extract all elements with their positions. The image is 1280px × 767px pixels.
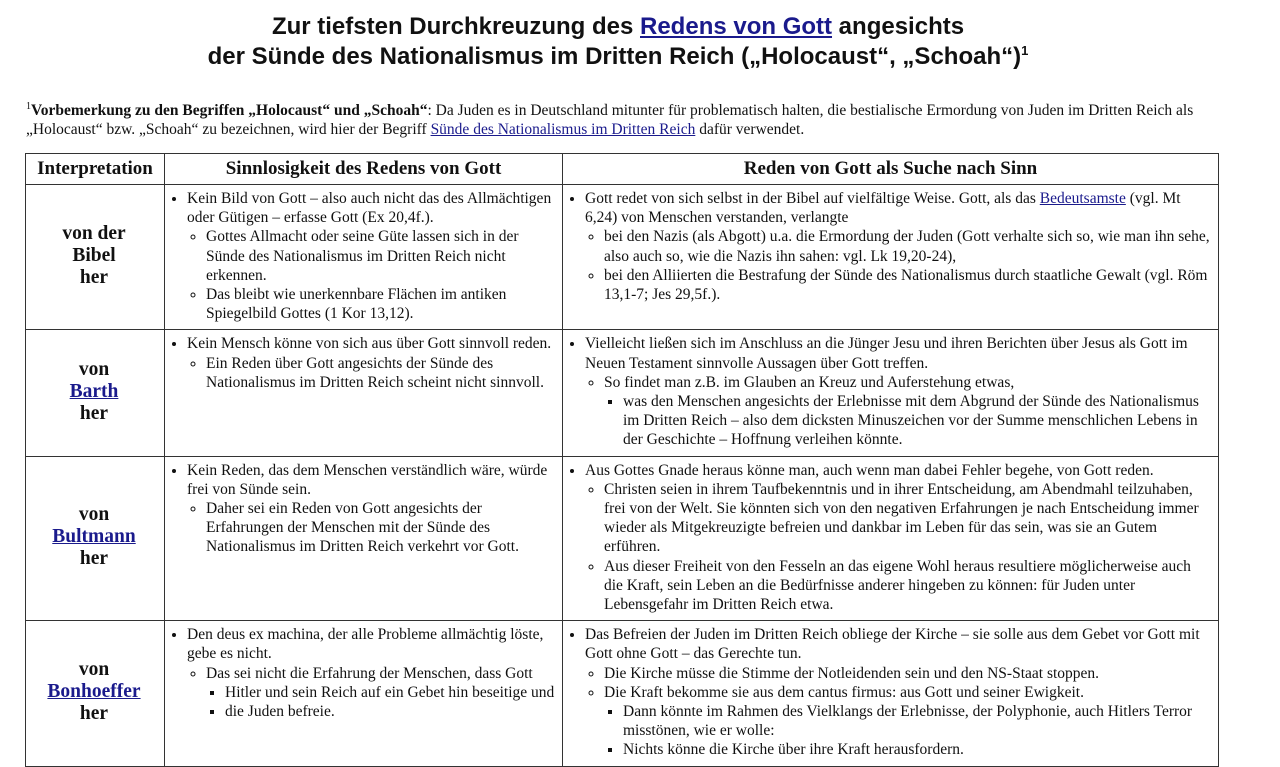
footnote <box>26 97 1216 139</box>
title-line2: der Sünde des Nationalismus im Dritten Reich („Holocaust“, „Schoah“) <box>207 43 1022 70</box>
header-interpretation: Interpretation <box>26 154 165 185</box>
list-item <box>604 373 1212 450</box>
interpretation-cell-barth <box>26 330 165 456</box>
title-line1-pre: Zur tiefsten Durchkreuzung des <box>271 13 640 40</box>
reden-als-suche-cell <box>563 456 1219 621</box>
list-item <box>585 461 1212 615</box>
interpretation-cell-bultmann <box>26 456 165 621</box>
page-title <box>0 12 1236 72</box>
title-line1-post: angesichts <box>832 13 965 40</box>
list-item: ◦ Daher sei ein Reden von Gott angesichts der Erfahrungen der Menschen mit der Sünde des Nationalismus im Dritten Reich verkehrt vor Gott. <box>206 499 556 557</box>
list-item <box>585 625 1212 759</box>
table-row <box>26 456 1219 621</box>
interp-pre: von <box>78 359 110 381</box>
table-header-row <box>26 154 1219 185</box>
list-item <box>585 334 1212 449</box>
interpretation-cell-bibel <box>26 185 165 330</box>
header-sinnlosigkeit: Sinnlosigkeit des Redens von Gott <box>165 154 563 185</box>
list-item-text: Gott redet von sich selbst in der Bibel auf vielfältige Weise. Gott, als das <box>585 190 1040 207</box>
list-item: ◦ Gottes Allmacht oder seine Güte lassen sich in der Sünde des Nationalismus im Dritten Reich nicht erkennen. <box>206 227 556 285</box>
list-item <box>187 189 556 323</box>
footnote-heading: Vorbemerkung zu den Begriffen „Holocaust“ und „Schoah“ <box>31 102 428 120</box>
footnote-link[interactable]: Sünde des Nationalismus im Dritten Reich <box>430 121 696 139</box>
list-item: ◦ bei den Alliierten die Bestrafung der Sünde des Nationalismus durch staatliche Gewalt (vgl. Röm 13,1-7; Jes 29,5f.). <box>604 266 1212 304</box>
list-item <box>604 683 1212 760</box>
list-item-text: (vgl. Mt 6,24) von Menschen verstanden, verlangte <box>585 190 1181 227</box>
list-item <box>187 625 556 721</box>
list-item: ◦ Ein Reden über Gott angesichts der Sünde des Nationalismus im Dritten Reich scheint nicht sinnvoll. <box>206 354 556 392</box>
list-item: ◦ Aus dieser Freiheit von den Fesseln an das eigene Wohl heraus resultiere möglicherweise auch die Kraft, sein Leben an die Bedürfnisse anderer hingeben zu können: für Juden unter Lebensgefahr im Dritten Reich etwa. <box>604 557 1212 615</box>
list-item: ▪ Dann könnte im Rahmen des Vielklangs der Erlebnisse, der Polyphonie, auch Hitlers Terror misstönen, wie er wolle: <box>623 702 1212 740</box>
list-item <box>585 189 1212 304</box>
footnote-mark: 1 <box>26 101 31 112</box>
list-item: ▪ Nichts könne die Kirche über ihre Kraft herausfordern. <box>623 740 1212 759</box>
list-item-text: Kein Reden, das dem Menschen verständlich wäre, würde frei von Sünde sein. <box>187 461 548 498</box>
list-item-text: Vielleicht ließen sich im Anschluss an die Jünger Jesu und ihren Berichten über Jesus als Gott im Neuen Testament sinnvolle Aussagen über Gott treffen. <box>585 335 1188 372</box>
list-item <box>206 664 556 722</box>
interp-post: her <box>79 703 109 725</box>
list-item-text: Das Befreien der Juden im Dritten Reich obliege der Kirche – sie solle aus dem Gebet vor Gott mit Gott ohne Gott – das Gerechte tun. <box>585 626 1200 663</box>
link-bonhoeffer[interactable]: Bonhoeffer <box>47 681 141 703</box>
reden-als-suche-cell <box>563 621 1219 766</box>
reden-als-suche-cell <box>563 185 1219 330</box>
list-item: ◦ bei den Nazis (als Abgott) u.a. die Ermordung der Juden (Gott verhalte sich so, wie man ihn sehe, also auch so, wie die Nazis ihn sahen: vgl. Lk 19,20-24), <box>604 227 1212 265</box>
link-bultmann[interactable]: Bultmann <box>52 526 136 548</box>
link-barth[interactable]: Barth <box>69 381 119 403</box>
list-item-text: Den deus ex machina, der alle Probleme allmächtig löste, gebe es nicht. <box>187 626 544 663</box>
sinnlosigkeit-cell <box>165 185 563 330</box>
list-item-text: Die Kraft bekomme sie aus dem cantus firmus: aus Gott und seiner Ewigkeit. <box>604 683 1084 701</box>
list-item-text: Kein Mensch könne von sich aus über Gott sinnvoll reden. <box>187 335 552 353</box>
interp-name-bibel: Bibel <box>72 245 116 267</box>
reden-als-suche-cell <box>563 330 1219 456</box>
list-item: ▪ was den Menschen angesichts der Erlebnisse mit dem Abgrund der Sünde des Nationalismus im Dritten Reich – also dem dicksten Minuszeichen vor der Summe menschlichen Lebens in der Geschichte – Hoffnung verleihen könnte. <box>623 392 1212 450</box>
title-footnote-mark[interactable]: 1 <box>1021 43 1029 58</box>
sinnlosigkeit-cell <box>165 330 563 456</box>
table-row <box>26 330 1219 456</box>
list-item-text: Aus Gottes Gnade heraus könne man, auch wenn man dabei Fehler begehe, von Gott reden. <box>585 461 1154 479</box>
table-row <box>26 185 1219 330</box>
interpretation-table <box>25 153 1219 767</box>
list-item-text: Das sei nicht die Erfahrung der Menschen, dass Gott <box>206 664 533 682</box>
header-reden-als-suche: Reden von Gott als Suche nach Sinn <box>563 154 1219 185</box>
interp-pre: von <box>78 504 110 526</box>
list-item: ◦ Das bleibt wie unerkennbare Flächen im antiken Spiegelbild Gottes (1 Kor 13,12). <box>206 285 556 323</box>
list-item-text: Kein Bild von Gott – also auch nicht das des Allmächtigen oder Gütigen – erfasse Gott (Ex 20,4f.). <box>187 190 552 227</box>
footnote-text-1: : Da Juden es in Deutschland mitunter für problematisch halten, die bestialische Ermordung von Juden im Dritten Reich als „Holocaust“ bzw. „Schoah“ zu bezeichnen, wird hier der Begriff <box>26 102 1194 139</box>
list-item: ▪ die Juden befreie. <box>225 702 556 721</box>
interp-pre: von der <box>62 223 126 245</box>
link-bedeutsamste[interactable]: Bedeutsamste <box>1039 190 1126 207</box>
title-link-redens-von-gott[interactable]: Redens von Gott <box>640 13 833 40</box>
list-item <box>187 334 556 392</box>
list-item: ◦ Die Kirche müsse die Stimme der Notleidenden sein und den NS-Staat stoppen. <box>604 664 1212 683</box>
interp-post: her <box>79 403 109 425</box>
interp-post: her <box>79 548 109 570</box>
sinnlosigkeit-cell <box>165 621 563 766</box>
table-row <box>26 621 1219 766</box>
sinnlosigkeit-cell <box>165 456 563 621</box>
list-item-text: So findet man z.B. im Glauben an Kreuz und Auferstehung etwas, <box>604 373 1015 391</box>
list-item <box>187 461 556 557</box>
interpretation-cell-bonhoeffer <box>26 621 165 766</box>
footnote-text-2: dafür verwendet. <box>695 121 805 139</box>
interp-post: her <box>79 267 109 289</box>
interp-pre: von <box>78 659 110 681</box>
list-item: ◦ Christen seien in ihrem Taufbekenntnis und in ihrer Entscheidung, am Abendmahl teilzuhaben, frei von der Welt. Sie könnten sich von den negativen Erfahrungen je nach Entscheidung immer wieder als Mitgekreuzigte befreien und dankbar im Leben für das sein, was sie an Gutem erführen. <box>604 480 1212 557</box>
list-item: ▪ Hitler und sein Reich auf ein Gebet hin beseitige und <box>225 683 556 702</box>
